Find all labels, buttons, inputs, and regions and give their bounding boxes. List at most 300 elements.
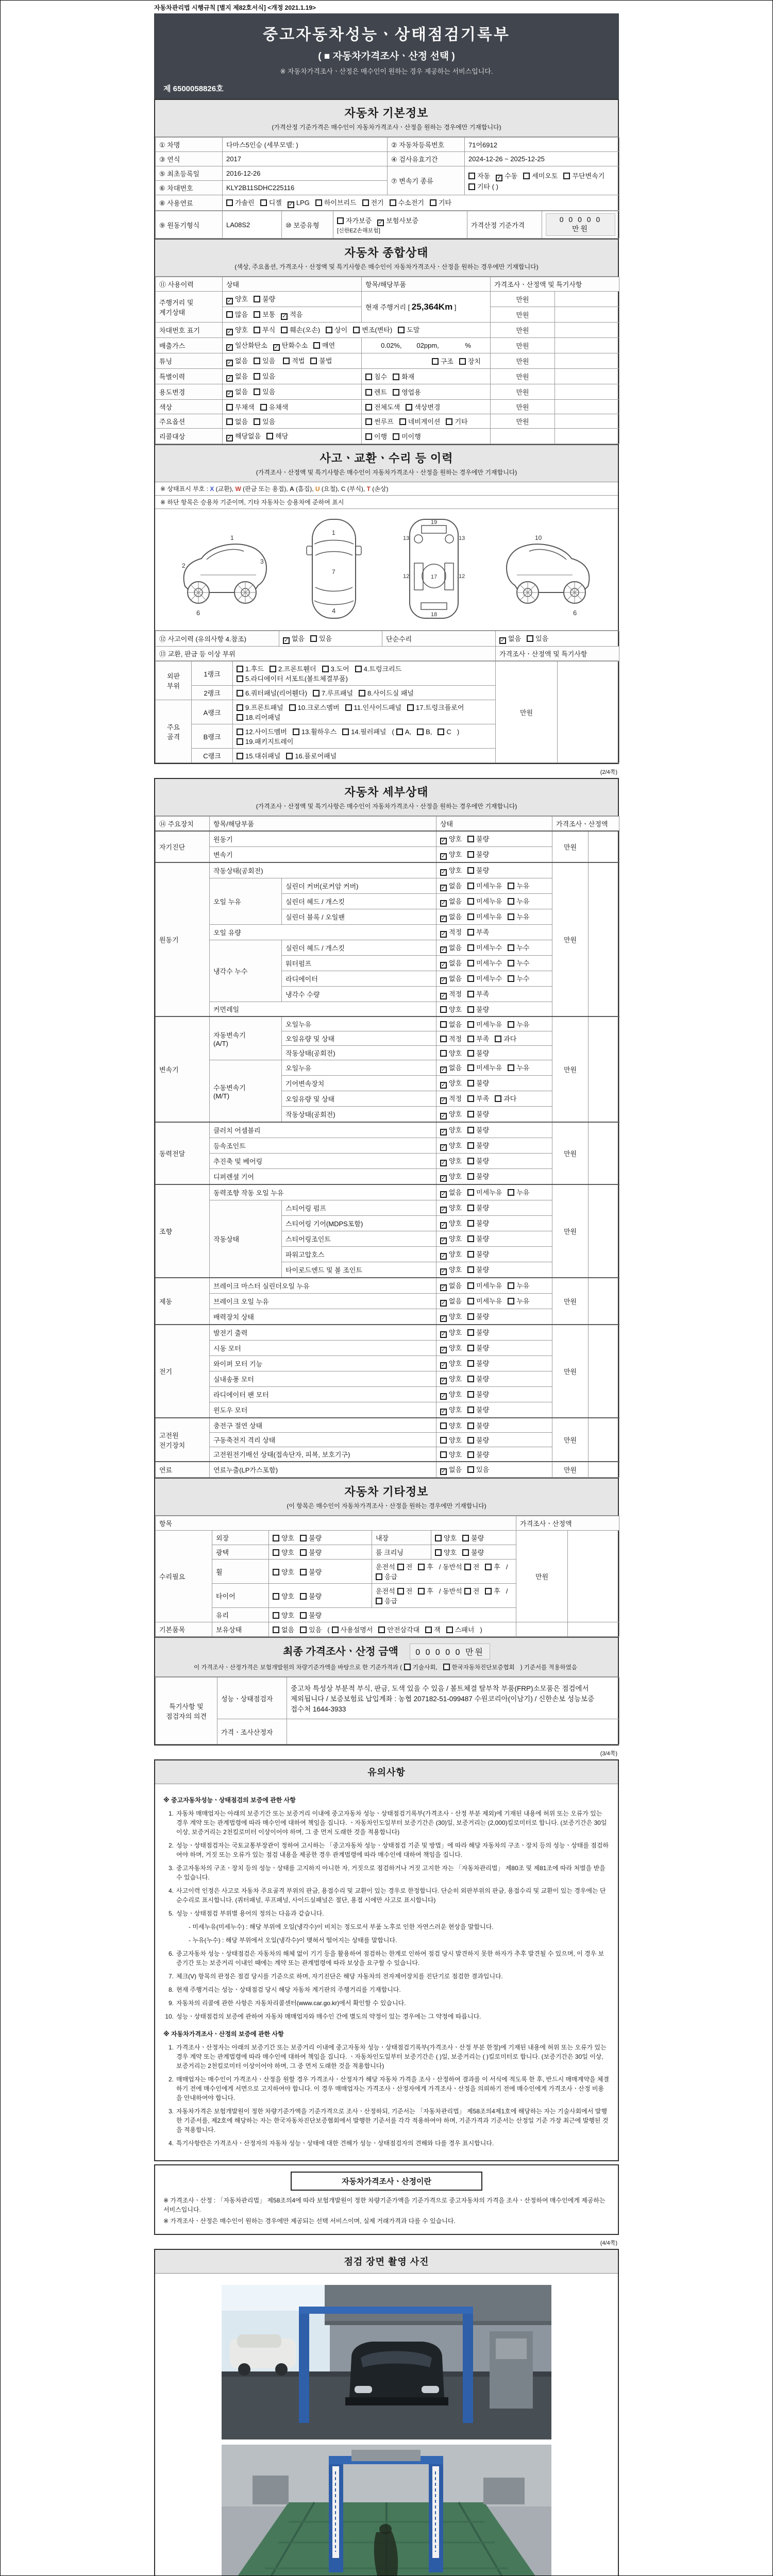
check-option: 응급	[376, 1596, 397, 1605]
state-cell	[436, 1060, 552, 1076]
checkbox-checked[interactable]	[440, 946, 447, 953]
checkbox-unchecked[interactable]	[467, 1266, 474, 1273]
checkbox-unchecked[interactable]	[467, 1451, 474, 1458]
checkbox-unchecked[interactable]	[396, 728, 403, 735]
detail-h4: 가격조사ㆍ산정액	[552, 817, 619, 832]
checkbox-unchecked[interactable]	[467, 898, 474, 905]
checkbox-unchecked[interactable]	[365, 433, 372, 440]
checkbox-unchecked[interactable]	[237, 704, 243, 711]
checkbox-unchecked[interactable]	[293, 728, 299, 735]
detail-row	[156, 878, 619, 894]
check-option: 불량	[467, 1374, 489, 1383]
checkbox-checked[interactable]	[496, 175, 502, 181]
checkbox-unchecked[interactable]	[254, 418, 260, 425]
checkbox-unchecked[interactable]	[254, 327, 260, 333]
checkbox-checked[interactable]	[226, 360, 233, 366]
checkbox-unchecked[interactable]	[464, 1588, 471, 1595]
item-label: 워터펌프	[282, 956, 436, 971]
checkbox-checked[interactable]	[440, 1378, 447, 1384]
checkbox-unchecked[interactable]	[467, 1376, 474, 1382]
overall-h1: ⑪ 사용이력	[156, 277, 223, 292]
checkbox-unchecked[interactable]	[393, 433, 399, 440]
check-option: ✓ 보험사보증	[377, 215, 418, 226]
checkbox-unchecked[interactable]	[337, 217, 344, 224]
checkbox-unchecked[interactable]	[467, 1345, 474, 1351]
checkbox-checked[interactable]	[377, 219, 384, 226]
checkbox-unchecked[interactable]	[467, 929, 474, 936]
checkbox-unchecked[interactable]	[254, 296, 260, 302]
checkbox-unchecked[interactable]	[440, 1036, 447, 1042]
checkbox-unchecked[interactable]	[508, 883, 514, 889]
checkbox-unchecked[interactable]	[273, 1535, 279, 1541]
checkbox-checked[interactable]	[440, 1160, 447, 1166]
emission-values: 0.02%, 02ppm, %	[362, 338, 491, 353]
checkbox-unchecked[interactable]	[508, 1298, 514, 1304]
check-option: 자동	[468, 171, 490, 180]
check-option: 부족	[467, 1033, 489, 1043]
check-option: 화재	[393, 371, 414, 381]
checkbox-checked[interactable]	[440, 1284, 447, 1291]
checkbox-unchecked[interactable]	[440, 1437, 447, 1444]
check-option: 불량	[467, 1171, 489, 1181]
check-option: 11.인사이드패널	[345, 702, 401, 712]
checkbox-unchecked[interactable]	[467, 944, 474, 951]
detail-row	[156, 1169, 619, 1185]
checkbox-unchecked[interactable]	[332, 1626, 339, 1633]
check-option: 후	[418, 1562, 433, 1571]
checkbox-unchecked[interactable]	[237, 728, 243, 735]
checkbox-unchecked[interactable]	[342, 728, 349, 735]
item-label: 작동상태(공회전)	[282, 1107, 436, 1123]
checkbox-unchecked[interactable]	[508, 960, 514, 967]
checkbox-unchecked[interactable]	[467, 1064, 474, 1071]
checkbox-unchecked[interactable]	[467, 867, 474, 874]
checkbox-checked[interactable]	[440, 977, 447, 984]
checkbox-unchecked[interactable]	[300, 1549, 307, 1556]
checkbox-unchecked[interactable]	[467, 1406, 474, 1413]
checkbox-checked[interactable]	[440, 1362, 447, 1369]
checkbox-unchecked[interactable]	[326, 327, 332, 333]
checkbox-unchecked[interactable]	[397, 1588, 404, 1595]
usage-change-label: 용도변경	[156, 384, 223, 400]
check-option: 6.쿼터패널(리어휀다)	[237, 688, 307, 698]
checkbox-unchecked[interactable]	[286, 753, 293, 759]
emission-label: 배출가스	[156, 338, 223, 353]
state-cell	[436, 940, 552, 956]
checkbox-unchecked[interactable]	[485, 1588, 492, 1595]
checkbox-unchecked[interactable]	[365, 374, 372, 380]
check-option: ✓ 양호	[440, 1311, 462, 1322]
check-option: 불량	[467, 1218, 489, 1228]
checkbox-unchecked[interactable]	[237, 753, 243, 759]
checkbox-unchecked[interactable]	[438, 728, 444, 735]
checkbox-unchecked[interactable]	[310, 358, 317, 364]
checkbox-unchecked[interactable]	[508, 1282, 514, 1289]
checkbox-checked[interactable]	[440, 885, 447, 891]
checkbox-unchecked[interactable]	[300, 1535, 307, 1541]
checkbox-unchecked[interactable]	[467, 1189, 474, 1196]
checkbox-unchecked[interactable]	[418, 1564, 425, 1570]
overall-band	[155, 239, 618, 277]
interior-label: 내장	[372, 1531, 431, 1545]
checkbox-unchecked[interactable]	[435, 1535, 442, 1541]
checkbox-unchecked[interactable]	[467, 1329, 474, 1336]
checkbox-checked[interactable]	[440, 1207, 447, 1213]
checkbox-unchecked[interactable]	[467, 1006, 474, 1013]
repair-note-cell	[568, 1531, 619, 1622]
checkbox-checked[interactable]	[283, 637, 290, 644]
checkbox-unchecked[interactable]	[430, 199, 436, 206]
svg-text:18: 18	[431, 612, 438, 618]
tire-state	[269, 1584, 372, 1608]
checkbox-checked[interactable]	[440, 993, 447, 999]
usage-change-items	[362, 384, 491, 400]
checkbox-unchecked[interactable]	[467, 1235, 474, 1242]
checkbox-checked[interactable]	[226, 375, 233, 382]
notice-item: 10. 성능ㆍ상태점검의 보증에 관하여 자동차 매매업자와 매수인 간에 별도의 약정이 있는 경우에는 그 약정에 따릅니다.	[165, 2013, 481, 2020]
checkbox-unchecked[interactable]	[226, 404, 233, 411]
checkbox-unchecked[interactable]	[399, 418, 406, 425]
checkbox-unchecked[interactable]	[508, 1189, 514, 1196]
pricing-info-box	[154, 2164, 619, 2235]
notice-item: 4. 사고이력 인정은 사고로 자동차 주요골격 부위의 판금, 용접수리 및 교환이 있는 경우로 한정합니다. 단순히 외판부위의 판금, 용접수리 및 교환이 있는 경우에는 단순수리로 표시합니다. (쿼터패널, 루프패널, 사이드실패널은 절단, 용접 시에만 사고로 표시합니다)	[168, 1887, 606, 1904]
check-option: 누유	[508, 1296, 529, 1306]
check-option: ✓ 양호	[440, 1202, 462, 1213]
checkbox-unchecked[interactable]	[283, 358, 290, 364]
inspection-label: ④ 검사유효기간	[388, 152, 465, 166]
checkbox-unchecked[interactable]	[273, 1626, 279, 1633]
checkbox-unchecked[interactable]	[508, 1021, 514, 1028]
checkbox-checked[interactable]	[440, 1315, 447, 1322]
detail-row	[156, 1402, 619, 1418]
checkbox-unchecked[interactable]	[467, 851, 474, 858]
checkbox-unchecked[interactable]	[495, 1036, 501, 1042]
checkbox-unchecked[interactable]	[485, 1564, 492, 1570]
checkbox-unchecked[interactable]	[468, 183, 475, 190]
checkbox-unchecked[interactable]	[390, 199, 396, 206]
checkbox-unchecked[interactable]	[523, 173, 530, 179]
checkbox-checked[interactable]	[440, 1238, 447, 1244]
detail-h3: 상태	[436, 817, 552, 832]
checkbox-unchecked[interactable]	[467, 1282, 474, 1289]
checkbox-checked[interactable]	[440, 853, 447, 860]
checkbox-checked[interactable]	[440, 1066, 447, 1073]
checkbox-unchecked[interactable]	[407, 704, 414, 711]
checkbox-unchecked[interactable]	[226, 311, 233, 318]
checkbox-unchecked[interactable]	[462, 1535, 469, 1541]
item-label: 오일누유	[282, 1016, 436, 1031]
item-label: 클러치 어셈블리	[210, 1122, 436, 1138]
checkbox-checked[interactable]	[440, 1393, 447, 1400]
checkbox-unchecked[interactable]	[362, 199, 369, 206]
check-option: 미세누수	[467, 958, 502, 968]
checkbox-unchecked[interactable]	[397, 1564, 404, 1570]
checkbox-unchecked[interactable]	[467, 1298, 474, 1304]
checkbox-checked[interactable]	[440, 1268, 447, 1275]
checkbox-unchecked[interactable]	[359, 690, 365, 697]
detail-row	[156, 1278, 619, 1294]
checkbox-unchecked[interactable]	[508, 913, 514, 920]
checkbox-checked[interactable]	[226, 344, 233, 351]
detail-row	[156, 1371, 619, 1387]
checkbox-unchecked[interactable]	[508, 975, 514, 982]
detail-title: 자동차 세부상태	[344, 786, 429, 799]
check-option: 불량	[254, 294, 275, 303]
checkbox-unchecked[interactable]	[508, 1064, 514, 1071]
checkbox-unchecked[interactable]	[237, 738, 243, 745]
checkbox-checked[interactable]	[440, 1175, 447, 1182]
checkbox-unchecked[interactable]	[226, 418, 233, 425]
accident-subtitle: (가격조사ㆍ산정액 및 특기사항은 매수인이 자동차가격조사ㆍ산정을 원하는 경우에만 기재합니다)	[256, 469, 517, 476]
checkbox-checked[interactable]	[226, 391, 233, 397]
table-row	[156, 277, 619, 292]
checkbox-unchecked[interactable]	[464, 1564, 471, 1570]
basic-info-subtitle: (가격산정 기준가격은 매수인이 자동차가격조사ㆍ산정을 원하는 경우에만 기재합니다)	[272, 124, 501, 131]
checkbox-unchecked[interactable]	[322, 666, 329, 672]
checkbox-checked[interactable]	[440, 1331, 447, 1338]
note-cell	[555, 400, 619, 414]
checkbox-unchecked[interactable]	[467, 1437, 474, 1444]
checkbox-checked[interactable]	[440, 900, 447, 907]
checkbox-unchecked[interactable]	[406, 404, 412, 411]
checkbox-checked[interactable]	[440, 869, 447, 876]
table-row	[156, 1622, 619, 1637]
checkbox-unchecked[interactable]	[467, 1158, 474, 1164]
checkbox-unchecked[interactable]	[440, 1422, 447, 1429]
checkbox-checked[interactable]	[440, 1300, 447, 1307]
checkbox-unchecked[interactable]	[237, 690, 243, 697]
checkbox-unchecked[interactable]	[378, 1626, 385, 1633]
checkbox-unchecked[interactable]	[417, 728, 424, 735]
state-cell	[436, 1247, 552, 1262]
checkbox-unchecked[interactable]	[563, 173, 570, 179]
checkbox-unchecked[interactable]	[393, 389, 399, 396]
state-code-legend-2: ※ 하단 항목은 승용차 기준이며, 기타 자동차는 승용차에 준하여 표시	[155, 496, 618, 509]
checkbox-unchecked[interactable]	[467, 1173, 474, 1180]
text: 운전석	[376, 1587, 395, 1595]
table-row	[156, 384, 619, 400]
first-reg-value: 2016-12-26	[223, 166, 388, 181]
checkbox-unchecked[interactable]	[273, 1593, 279, 1600]
check-option: ✓ 양호	[440, 1109, 462, 1120]
checkbox-unchecked[interactable]	[467, 1391, 474, 1398]
checkbox-unchecked[interactable]	[281, 327, 288, 333]
checkbox-checked[interactable]	[440, 1468, 447, 1475]
checkbox-unchecked[interactable]	[300, 1593, 307, 1600]
checkbox-unchecked[interactable]	[467, 1111, 474, 1117]
checkbox-unchecked[interactable]	[467, 1080, 474, 1087]
checkbox-unchecked[interactable]	[467, 975, 474, 982]
checkbox-unchecked[interactable]	[435, 1549, 442, 1556]
checkbox-unchecked[interactable]	[365, 404, 372, 411]
notice-content	[155, 1784, 618, 2160]
checkbox-unchecked[interactable]	[260, 404, 267, 411]
checkbox-checked[interactable]	[440, 1191, 447, 1198]
checkbox-checked[interactable]	[440, 962, 447, 969]
legend-text: C	[341, 485, 346, 493]
checkbox-unchecked[interactable]	[467, 1142, 474, 1149]
svg-text:17: 17	[431, 574, 438, 580]
checkbox-unchecked[interactable]	[446, 418, 452, 425]
final-price-note	[160, 1663, 613, 1671]
checkbox-unchecked[interactable]	[468, 173, 475, 179]
checkbox-unchecked[interactable]	[254, 373, 260, 380]
checkbox-unchecked[interactable]	[467, 883, 474, 889]
checkbox-unchecked[interactable]	[467, 991, 474, 997]
checkbox-unchecked[interactable]	[393, 374, 399, 380]
checkbox-unchecked[interactable]	[508, 898, 514, 905]
checkbox-unchecked[interactable]	[467, 1220, 474, 1227]
checkbox-unchecked[interactable]	[376, 1573, 382, 1580]
checkbox-unchecked[interactable]	[440, 1006, 447, 1013]
checkbox-unchecked[interactable]	[467, 1050, 474, 1057]
checkbox-unchecked[interactable]	[365, 418, 372, 425]
note-cell	[555, 384, 619, 400]
checkbox-checked[interactable]	[440, 1144, 447, 1151]
checkbox-unchecked[interactable]	[467, 1313, 474, 1320]
checkbox-checked[interactable]	[288, 201, 294, 208]
checkbox-unchecked[interactable]	[313, 690, 320, 697]
checkbox-unchecked[interactable]	[432, 358, 439, 365]
checkbox-unchecked[interactable]	[459, 358, 466, 365]
svg-text:13: 13	[459, 535, 465, 541]
checkbox-unchecked[interactable]	[467, 1036, 474, 1042]
check-option: ✓ 없음	[226, 355, 248, 366]
check-option: 과다	[495, 1093, 516, 1103]
checkbox-checked[interactable]	[440, 931, 447, 938]
checkbox-checked[interactable]	[440, 1253, 447, 1260]
checkbox-unchecked[interactable]	[273, 1549, 279, 1556]
checkbox-unchecked[interactable]	[404, 1664, 411, 1670]
checkbox-checked[interactable]	[440, 1082, 447, 1089]
check-option: 불량	[467, 1311, 489, 1321]
checkbox-unchecked[interactable]	[300, 1626, 307, 1633]
note-cell	[568, 1622, 619, 1637]
checkbox-unchecked[interactable]	[237, 714, 243, 721]
checkbox-unchecked[interactable]	[353, 327, 360, 333]
checkbox-unchecked[interactable]	[462, 1549, 469, 1556]
checkbox-unchecked[interactable]	[365, 389, 372, 396]
checkbox-unchecked[interactable]	[467, 1095, 474, 1102]
check-option: 불량	[300, 1591, 322, 1601]
checkbox-checked[interactable]	[226, 329, 233, 335]
checkbox-checked[interactable]	[226, 298, 233, 304]
checkbox-checked[interactable]	[440, 1222, 447, 1229]
checkbox-checked[interactable]	[440, 1097, 447, 1104]
checkbox-unchecked[interactable]	[254, 388, 260, 395]
checkbox-unchecked[interactable]	[467, 913, 474, 920]
checkbox-unchecked[interactable]	[440, 1050, 447, 1057]
table-row	[156, 414, 619, 429]
checkbox-unchecked[interactable]	[398, 327, 405, 333]
checkbox-unchecked[interactable]	[237, 675, 243, 682]
checkbox-unchecked[interactable]	[226, 199, 233, 206]
checkbox-checked[interactable]	[499, 637, 506, 644]
check-option: 장치	[459, 356, 481, 366]
checkbox-unchecked[interactable]	[237, 666, 243, 672]
item-label: 실린더 커버(로커암 커버)	[282, 878, 436, 894]
checkbox-unchecked[interactable]	[508, 944, 514, 951]
checkbox-unchecked[interactable]	[266, 433, 273, 439]
note-cell	[589, 1418, 619, 1462]
car-name-label: ① 차명	[156, 138, 223, 152]
checkbox-unchecked[interactable]	[467, 1360, 474, 1367]
state-cell	[436, 1122, 552, 1138]
checkbox-unchecked[interactable]	[300, 1569, 307, 1575]
check-option: 없음	[226, 416, 248, 426]
note-cell	[555, 338, 619, 353]
checkbox-unchecked[interactable]	[273, 1612, 279, 1619]
checkbox-unchecked[interactable]	[425, 1626, 432, 1633]
car-damage-diagrams	[155, 509, 618, 631]
checkbox-unchecked[interactable]	[300, 1612, 307, 1619]
state-cell	[436, 1402, 552, 1418]
checkbox-checked[interactable]	[440, 1129, 447, 1136]
checkbox-unchecked[interactable]	[495, 1095, 501, 1102]
check-option: 양호	[440, 1449, 462, 1459]
checkbox-unchecked[interactable]	[355, 666, 362, 672]
checkbox-unchecked[interactable]	[467, 836, 474, 842]
checkbox-unchecked[interactable]	[254, 311, 260, 318]
checkbox-checked[interactable]	[281, 313, 288, 320]
checkbox-unchecked[interactable]	[446, 1626, 453, 1633]
checkbox-checked[interactable]	[440, 1347, 447, 1353]
checkbox-unchecked[interactable]	[254, 358, 260, 364]
check-option: 부식	[254, 325, 275, 334]
checkbox-checked[interactable]	[226, 435, 233, 442]
checkbox-unchecked[interactable]	[467, 1205, 474, 1211]
check-option: 누유	[508, 1062, 529, 1072]
note-cell	[589, 1278, 619, 1325]
checkbox-unchecked[interactable]	[527, 635, 533, 642]
checkbox-checked[interactable]	[440, 916, 447, 922]
checkbox-unchecked[interactable]	[467, 1466, 474, 1473]
checkbox-unchecked[interactable]	[260, 199, 267, 206]
checkbox-checked[interactable]	[440, 838, 447, 844]
item-category-label: 수동변속기 (M/T)	[210, 1060, 282, 1123]
check-option: ✓ 적정	[440, 927, 462, 938]
checkbox-unchecked[interactable]	[273, 1569, 279, 1575]
checkbox-unchecked[interactable]	[313, 342, 320, 349]
check-option: 10.크로스멤버	[289, 702, 340, 712]
checkbox-unchecked[interactable]	[443, 1664, 450, 1670]
checkbox-unchecked[interactable]	[376, 1598, 382, 1604]
checkbox-unchecked[interactable]	[270, 666, 276, 672]
price-cell: 만원	[491, 353, 555, 369]
checkbox-unchecked[interactable]	[289, 704, 296, 711]
checkbox-unchecked[interactable]	[440, 1451, 447, 1458]
checkbox-unchecked[interactable]	[310, 635, 317, 642]
checkbox-unchecked[interactable]	[315, 199, 322, 206]
checkbox-unchecked[interactable]	[467, 960, 474, 967]
detail-row	[156, 1462, 619, 1478]
check-option: 불량	[467, 1048, 489, 1058]
checkbox-unchecked[interactable]	[467, 1422, 474, 1429]
price-cell: 만원	[552, 831, 589, 862]
checkbox-unchecked[interactable]	[467, 1021, 474, 1028]
vin-mark-state	[223, 323, 491, 338]
checkbox-unchecked[interactable]	[440, 1021, 447, 1028]
checkbox-unchecked[interactable]	[418, 1588, 425, 1595]
checkbox-unchecked[interactable]	[467, 1127, 474, 1133]
checkbox-checked[interactable]	[440, 1113, 447, 1120]
checkbox-checked[interactable]	[440, 1409, 447, 1415]
checkbox-unchecked[interactable]	[467, 1251, 474, 1258]
detail-table	[155, 816, 619, 1478]
checkbox-checked[interactable]	[273, 344, 280, 351]
price-cell: 만원	[552, 1278, 589, 1325]
checkbox-unchecked[interactable]	[345, 704, 352, 711]
